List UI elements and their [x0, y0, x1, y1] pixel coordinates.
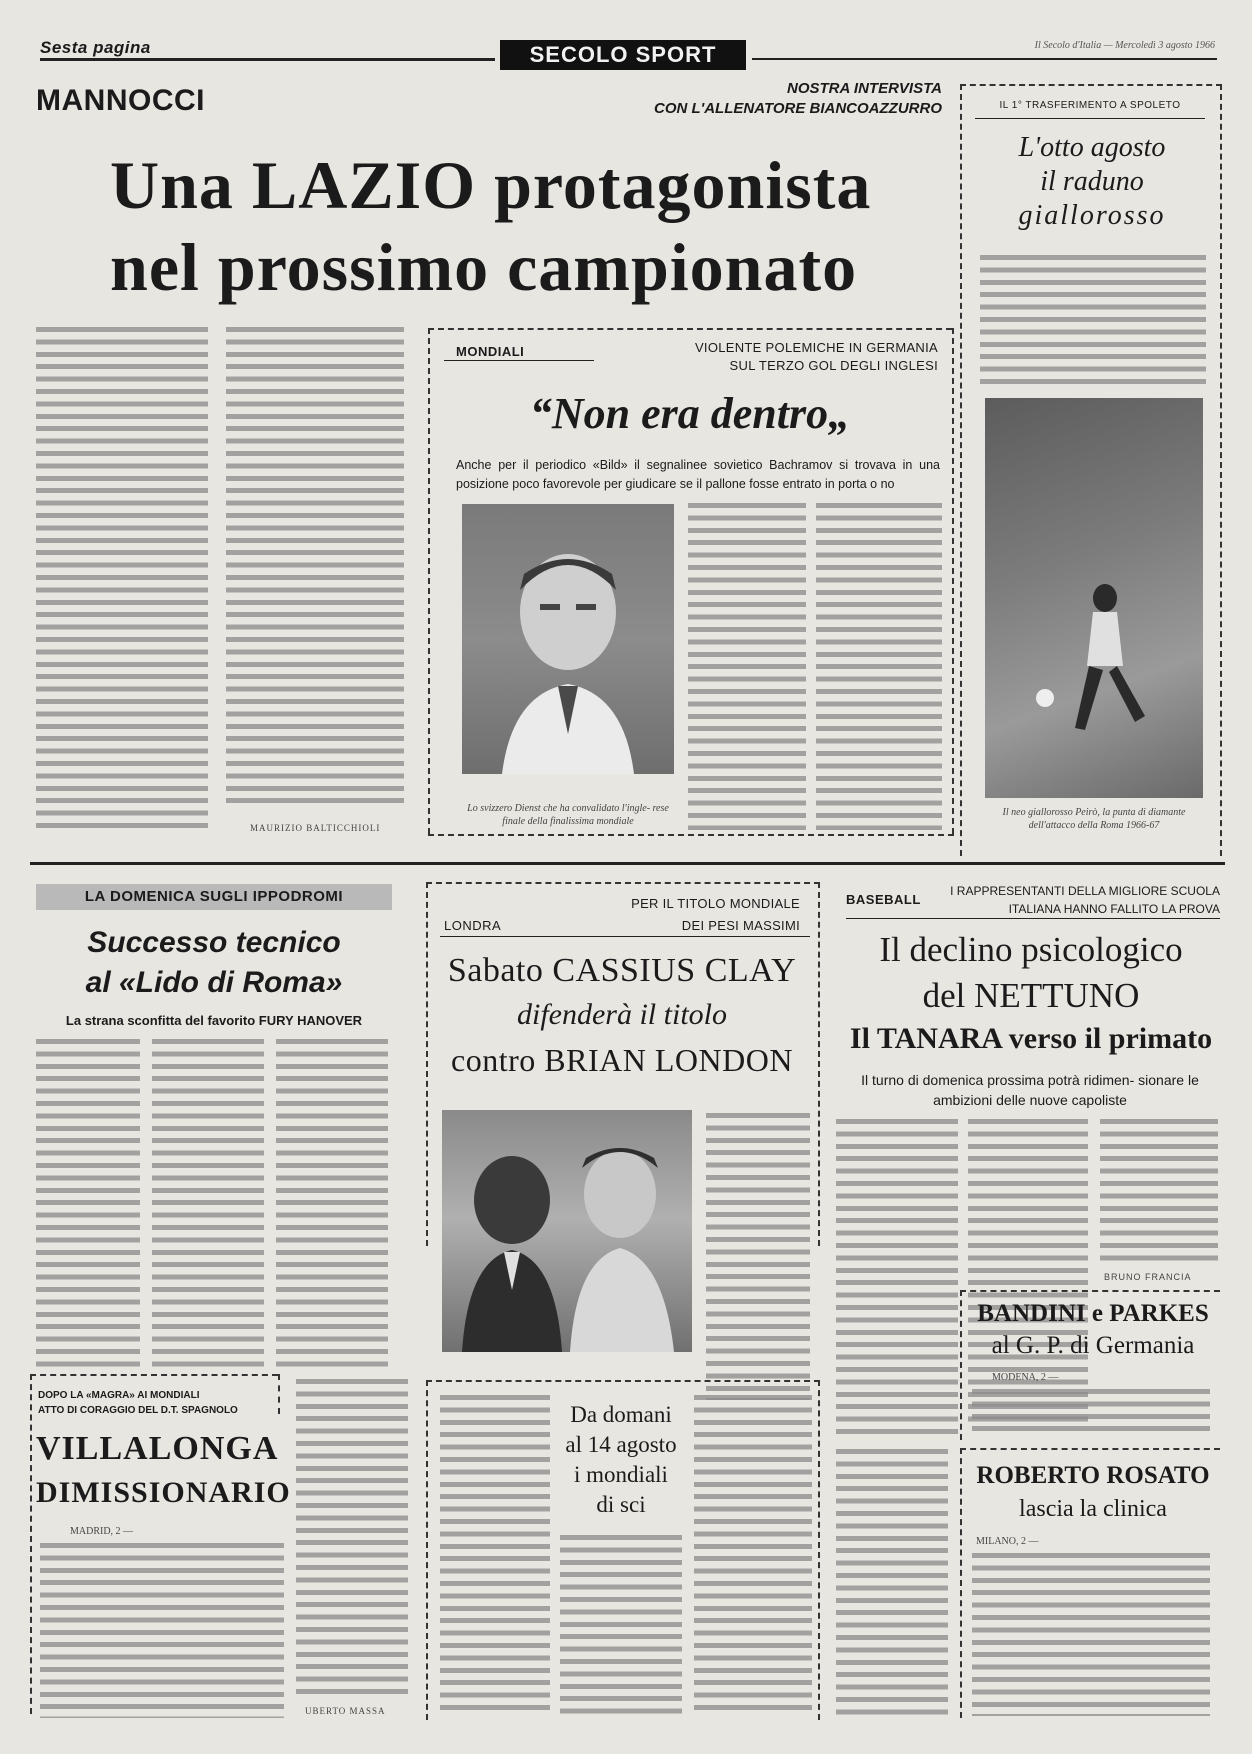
villalonga-box-right [278, 1374, 280, 1414]
clay-box-left [426, 882, 428, 1246]
rosato-box-top [960, 1448, 1220, 1450]
ippodromi-article-col3 [276, 1036, 388, 1368]
bandini-headline-line1: BANDINI e PARKES [977, 1300, 1209, 1327]
roma-headline-line1: L'otto agosto [1018, 132, 1166, 163]
clay-photo [442, 1110, 692, 1352]
sci-box-right [818, 1380, 820, 1720]
clay-article [706, 1110, 810, 1400]
baseball-kicker-rule [846, 918, 1220, 919]
roma-headline-line3: giallorosso [1018, 200, 1166, 231]
clay-box-right [818, 882, 820, 1246]
masthead-rule [40, 58, 495, 61]
section-label: Sesta pagina [40, 38, 151, 57]
lazio-article-col1 [36, 324, 208, 834]
baseball-kicker: BASEBALL [846, 892, 921, 907]
sci-box-top [426, 1380, 820, 1382]
ippodromi-headline-line1: Successo tecnico [87, 926, 341, 959]
masthead-rule-right [752, 58, 1217, 60]
mondiali-box-right [952, 328, 954, 834]
ippodromi-kicker: LA DOMENICA SUGLI IPPODROMI [36, 884, 392, 910]
clay-headline-line2: difenderà il titolo [517, 998, 727, 1031]
baseball-deck: Il turno di domenica prossima potrà ridimen- sionare le ambizioni delle nuove capoliste [861, 1072, 1199, 1108]
ippodromi-article-col2 [152, 1036, 264, 1368]
lazio-article-col2 [226, 324, 404, 804]
villalonga-byline: UBERTO MASSA [305, 1706, 386, 1716]
referee-portrait-icon [462, 504, 674, 774]
sci-headline-line2: al 14 agosto [565, 1432, 677, 1457]
clay-kicker-city: LONDRA [444, 918, 502, 933]
villalonga-headline-line2: DIMISSIONARIO [36, 1476, 291, 1509]
villalonga-headline-line1: VILLALONGA [36, 1430, 279, 1467]
villalonga-kicker-line2: ATTO DI CORAGGIO DEL D.T. SPAGNOLO [38, 1405, 238, 1416]
mondiali-sub-line2: SUL TERZO GOL DEGLI INGLESI [729, 358, 938, 373]
sci-headline-line4: di sci [596, 1492, 646, 1517]
bandini-headline-line2: al G. P. di Germania [991, 1332, 1195, 1359]
interview-kicker-line2: CON L'ALLENATORE BIANCOAZZURRO [654, 100, 942, 117]
mondiali-deck: Anche per il periodico «Bild» il segnalinee sovietico Bachramov si trovava in una posizione poco favorevole per giudicare se il pallone fosse entrato in porta o no [456, 458, 940, 491]
baseball-headline-line3: Il TANARA verso il primato [849, 1022, 1213, 1055]
mondiali-box-top [428, 328, 952, 330]
roma-kicker-rule [975, 118, 1205, 119]
villalonga-article [40, 1540, 284, 1718]
clay-headline-line1: Sabato CASSIUS CLAY [447, 952, 797, 989]
roma-kicker: IL 1° TRASFERIMENTO A SPOLETO [999, 100, 1181, 111]
mondiali-photo-dienst [462, 504, 674, 774]
baseball-headline-line2: del NETTUNO [922, 976, 1140, 1015]
clay-kicker-line1: PER IL TITOLO MONDIALE [631, 896, 800, 911]
roma-photo-peiro [985, 398, 1203, 798]
rosato-headline-line1: ROBERTO ROSATO [976, 1462, 1210, 1489]
rosato-box-left [960, 1448, 962, 1718]
ippodromi-headline-line2: al «Lido di Roma» [85, 966, 343, 999]
mondiali-article-col1 [688, 500, 806, 830]
baseball-article-col3 [1100, 1116, 1218, 1266]
bandini-box-left [960, 1290, 962, 1440]
lazio-headline-line1: Una LAZIO protagonista [110, 147, 872, 223]
mondiali-box-bottom [428, 834, 954, 836]
roma-article [980, 252, 1206, 390]
ippodromi-deck: La strana sconfitta del favorito FURY HANOVER [65, 1013, 363, 1028]
mondiali-headline: “Non era dentro„ [529, 389, 851, 438]
mondiali-sub-line1: VIOLENTE POLEMICHE IN GERMANIA [694, 340, 938, 355]
bandini-article [972, 1386, 1210, 1436]
sci-box-left [426, 1380, 428, 1720]
soccer-player-icon [985, 398, 1203, 798]
roma-box-right-border [1220, 84, 1222, 856]
sci-headline-line1: Da domani [570, 1402, 672, 1427]
villalonga-dateline: MADRID, 2 — [70, 1526, 134, 1537]
clay-headline-line3: contro BRIAN LONDON [451, 1042, 793, 1078]
page-divider [30, 862, 1225, 865]
mondiali-kicker: MONDIALI [456, 344, 525, 359]
mondiali-box-left [428, 328, 430, 834]
baseball-article-col1 [836, 1116, 958, 1436]
clay-box-top [426, 882, 820, 884]
baseball-sub-line1: I RAPPRESENTANTI DELLA MIGLIORE SCUOLA [950, 884, 1220, 898]
bandini-box-top [960, 1290, 1220, 1292]
mondiali-photo-caption: Lo svizzero Dienst che ha convalidato l'ingle- rese finale della finalissima mondiale [467, 803, 669, 827]
baseball-article-col1-lower [836, 1446, 948, 1716]
mannocci-kicker: MANNOCCI [36, 84, 205, 117]
villalonga-kicker-line1: DOPO LA «MAGRA» AI MONDIALI [38, 1390, 200, 1401]
roma-photo-caption: Il neo giallorosso Peirò, la punta di diamante dell'attacco della Roma 1966-67 [1002, 807, 1186, 831]
mondiali-article-col2 [816, 500, 942, 830]
villalonga-box-top [30, 1374, 278, 1376]
masthead-date: Il Secolo d'Italia — Mercoledì 3 agosto 1966 [1034, 40, 1215, 51]
interview-kicker-line1: NOSTRA INTERVISTA [786, 80, 942, 97]
sci-headline-line3: i mondiali [574, 1462, 668, 1487]
villalonga-box-left [30, 1374, 32, 1714]
boxers-portrait-icon [442, 1110, 692, 1352]
bandini-dateline: MODENA, 2 — [992, 1372, 1059, 1383]
clay-kicker-line2: DEI PESI MASSIMI [681, 918, 800, 933]
clay-kicker-rule [440, 936, 810, 937]
ippodromi-article-col1 [36, 1036, 140, 1368]
roma-box-top-border [960, 84, 1222, 86]
mondiali-kicker-rule [444, 360, 594, 361]
rosato-article [972, 1550, 1210, 1716]
roma-box-left-border [960, 84, 962, 856]
rosato-headline-line2: lascia la clinica [1019, 1496, 1167, 1522]
sci-article-col3 [694, 1392, 812, 1716]
roma-headline-line2: il raduno [1040, 166, 1144, 197]
rosato-dateline: MILANO, 2 — [976, 1536, 1039, 1547]
baseball-headline-line1: Il declino psicologico [879, 930, 1183, 969]
lazio-headline-line2: nel prossimo campionato [110, 229, 858, 305]
lazio-byline: MAURIZIO BALTICCHIOLI [250, 823, 381, 833]
baseball-sub-line2: ITALIANA HANNO FALLITO LA PROVA [1008, 902, 1220, 916]
sci-article-col1 [440, 1392, 550, 1716]
villalonga-article-col2 [296, 1376, 408, 1700]
masthead-banner: SECOLO SPORT [500, 40, 746, 70]
sci-article-col2 [560, 1532, 682, 1716]
baseball-byline: BRUNO FRANCIA [1104, 1272, 1192, 1282]
